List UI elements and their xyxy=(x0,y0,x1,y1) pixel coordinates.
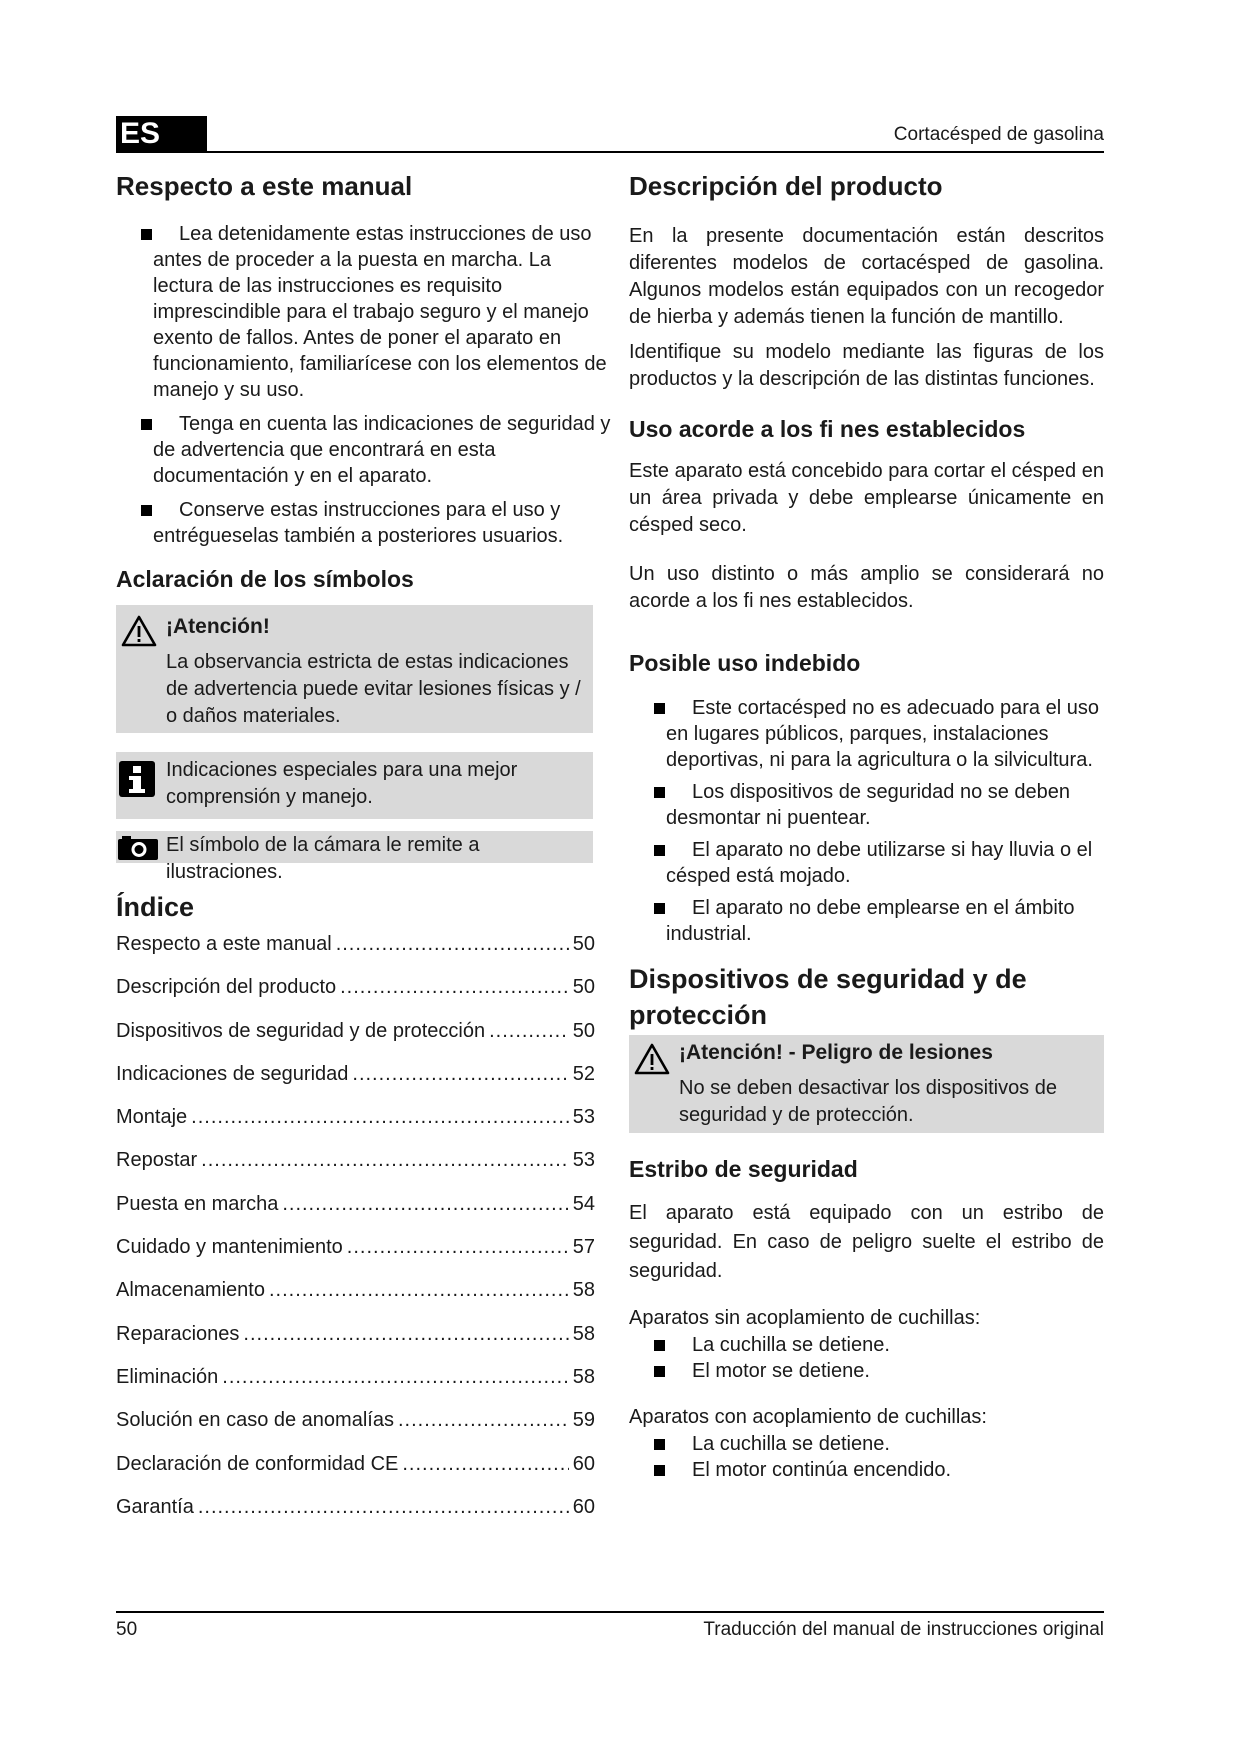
toc-entry[interactable] xyxy=(116,1323,595,1366)
section-heading-index: Índice xyxy=(116,892,195,922)
toc-entry[interactable] xyxy=(116,1279,595,1322)
list-item: El aparato no debe emplearse en el ámbito industrial. xyxy=(629,895,1104,947)
without-clutch-label: Aparatos sin acoplamiento de cuchillas: xyxy=(629,1307,981,1329)
toc-entry[interactable] xyxy=(116,1193,595,1236)
toc-entry-title: Cuidado y mantenimiento xyxy=(116,1236,343,1259)
toc-entry[interactable] xyxy=(116,976,595,1019)
section-heading-misuse: Posible uso indebido xyxy=(629,650,861,676)
toc-leader xyxy=(352,1063,568,1086)
toc-entry-title: Descripción del producto xyxy=(116,976,337,999)
toc-entry[interactable] xyxy=(116,1453,595,1496)
description-paragraph: Identifique su modelo mediante las figuras de los productos y la descripción de las distintas funciones. xyxy=(629,341,1104,390)
toc-leader xyxy=(489,1020,569,1043)
toc-leader xyxy=(243,1323,568,1346)
section-heading-safety-bar: Estribo de seguridad xyxy=(629,1156,858,1182)
toc-entry-page: 57 xyxy=(572,1236,595,1259)
toc-entry[interactable] xyxy=(116,1063,595,1106)
intended-use-paragraph: Este aparato está concebido para cortar el césped en un área privada y debe emplearse únicamente en césped seco. xyxy=(629,460,1104,536)
toc-leader xyxy=(282,1193,568,1216)
header-title: Cortacésped de gasolina xyxy=(893,124,1104,145)
toc-entry-page: 58 xyxy=(572,1279,595,1302)
toc-entry-title: Repostar xyxy=(116,1149,198,1172)
camera-icon xyxy=(118,836,158,860)
toc-entry-title: Almacenamiento xyxy=(116,1279,265,1302)
info-box xyxy=(116,752,593,819)
danger-title: ¡Atención! - Peligro de lesiones xyxy=(679,1041,993,1064)
toc-leader xyxy=(398,1409,569,1432)
section-heading-intended-use: Uso acorde a los fi nes establecidos xyxy=(629,416,1026,442)
toc-entry-title: Indicaciones de seguridad xyxy=(116,1062,349,1085)
toc-leader xyxy=(347,1236,569,1259)
toc-leader xyxy=(402,1453,568,1476)
list-item: Este cortacésped no es adecuado para el uso en lugares públicos, parques, instalaciones deportivas, ni para la agricultura o la silvicultura. xyxy=(629,695,1104,773)
language-badge: ES xyxy=(116,116,207,152)
attention-box xyxy=(116,605,593,733)
toc-leader xyxy=(201,1149,569,1172)
danger-text: No se deben desactivar los dispositivos de seguridad y de protección. xyxy=(679,1077,1057,1126)
toc-entry[interactable] xyxy=(116,1020,595,1063)
list-item: El motor se detiene. xyxy=(629,1358,1104,1384)
misuse-list xyxy=(629,695,1104,947)
header-rule xyxy=(116,151,1104,153)
info-text: Indicaciones especiales para una mejor comprensión y manejo. xyxy=(166,759,518,808)
toc-entry-title: Dispositivos de seguridad y de protección xyxy=(116,1019,486,1042)
intended-use-paragraph: Un uso distinto o más amplio se considerará no acorde a los fi nes establecidos. xyxy=(629,563,1104,612)
about-list xyxy=(116,221,616,549)
list-item: Tenga en cuenta las indicaciones de seguridad y de advertencia que encontrará en esta documentación y en el aparato. xyxy=(116,411,616,489)
safety-bar-paragraph: El aparato está equipado con un estribo de seguridad. En caso de peligro suelte el estribo de seguridad. xyxy=(629,1202,1104,1282)
warning-triangle-icon xyxy=(121,615,157,647)
camera-box xyxy=(116,831,593,883)
toc-entry[interactable] xyxy=(116,1149,595,1192)
toc-entry-title: Reparaciones xyxy=(116,1322,240,1345)
toc-entry-title: Solución en caso de anomalías xyxy=(116,1409,394,1432)
attention-title: ¡Atención! xyxy=(166,615,270,638)
toc-entry[interactable] xyxy=(116,1496,595,1539)
toc-entry-page: 53 xyxy=(572,1106,595,1129)
list-item: La cuchilla se detiene. xyxy=(629,1332,1104,1358)
toc-entry-page: 59 xyxy=(572,1409,595,1432)
section-heading-safety-devices: Dispositivos de seguridad y de protección xyxy=(629,964,1027,1030)
toc-entry[interactable] xyxy=(116,1366,595,1409)
toc-entry-page: 58 xyxy=(572,1322,595,1345)
list-item: La cuchilla se detiene. xyxy=(629,1431,1104,1457)
toc-entry-title: Garantía xyxy=(116,1495,194,1518)
toc-entry-page: 54 xyxy=(572,1192,595,1215)
toc-entry-page: 50 xyxy=(572,933,595,955)
description-paragraph: En la presente documentación están descritos diferentes modelos de cortacésped de gasolina. Algunos modelos están equipados con un recogedor de hierba y además tienen la función de mantillo. xyxy=(629,225,1104,328)
toc-entry-page: 50 xyxy=(572,1019,595,1042)
toc-entry[interactable] xyxy=(116,1409,595,1452)
toc-leader xyxy=(340,976,569,999)
toc-entry-title: Eliminación xyxy=(116,1365,219,1388)
camera-text: El símbolo de la cámara le remite a ilustraciones. xyxy=(166,834,480,883)
toc-entry-page: 53 xyxy=(572,1149,595,1172)
section-heading-about: Respecto a este manual xyxy=(116,171,413,201)
toc-leader xyxy=(336,933,569,956)
with-clutch-label: Aparatos con acoplamiento de cuchillas: xyxy=(629,1406,987,1428)
toc-leader xyxy=(198,1496,569,1519)
toc-entry-page: 60 xyxy=(572,1495,595,1518)
toc-entry-title: Montaje xyxy=(116,1106,188,1129)
section-heading-description: Descripción del producto xyxy=(629,171,943,201)
footer-rule xyxy=(116,1611,1104,1613)
toc-leader xyxy=(191,1106,569,1129)
toc-entry[interactable] xyxy=(116,1106,595,1149)
list-item: Conserve estas instrucciones para el uso y entrégueselas también a posteriores usuarios. xyxy=(116,497,616,549)
warning-triangle-icon xyxy=(634,1043,670,1075)
toc-entry-title: Declaración de conformidad CE xyxy=(116,1452,399,1475)
table-of-contents xyxy=(116,933,616,1539)
attention-text: La observancia estricta de estas indicaciones de advertencia puede evitar lesiones físicas y / o daños materiales. xyxy=(166,651,581,727)
toc-leader xyxy=(269,1279,569,1302)
left-column xyxy=(116,168,616,1539)
toc-entry-page: 50 xyxy=(572,976,595,999)
page-number: 50 xyxy=(116,1619,138,1640)
toc-entry-page: 52 xyxy=(572,1062,595,1085)
toc-entry-title: Puesta en marcha xyxy=(116,1192,279,1215)
with-clutch-list xyxy=(629,1431,1104,1483)
list-item: El aparato no debe utilizarse si hay lluvia o el césped está mojado. xyxy=(629,837,1104,889)
without-clutch-list xyxy=(629,1332,1104,1384)
right-column xyxy=(629,168,1104,1483)
list-item: Los dispositivos de seguridad no se deben desmontar ni puentear. xyxy=(629,779,1104,831)
info-icon xyxy=(119,761,155,797)
danger-box xyxy=(629,1035,1104,1133)
list-item: Lea detenidamente estas instrucciones de uso antes de proceder a la puesta en marcha. La lectura de las instrucciones es requisito imprescindible para el trabajo seguro y el manejo exento de fallos. Antes de poner el aparato en funcionamiento, familiarícese con los elementos de manejo y su uso. xyxy=(116,221,616,403)
toc-leader xyxy=(222,1366,568,1389)
toc-entry[interactable] xyxy=(116,933,595,976)
toc-entry-page: 60 xyxy=(572,1452,595,1475)
toc-entry[interactable] xyxy=(116,1236,595,1279)
toc-entry-page: 58 xyxy=(572,1365,595,1388)
footer-note: Traducción del manual de instrucciones original xyxy=(703,1619,1104,1640)
toc-entry-title: Respecto a este manual xyxy=(116,933,332,955)
section-heading-symbols: Aclaración de los símbolos xyxy=(116,566,414,592)
list-item: El motor continúa encendido. xyxy=(629,1457,1104,1483)
